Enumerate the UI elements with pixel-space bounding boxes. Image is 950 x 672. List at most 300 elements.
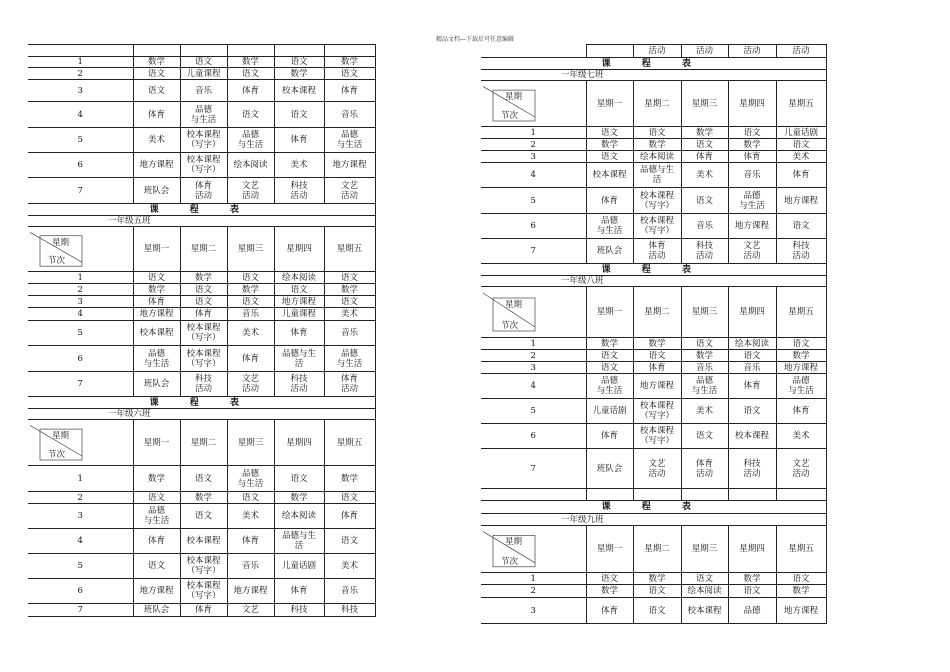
weekday-header-row	[28, 420, 375, 466]
schedule-cell: 品德 与生活	[324, 346, 375, 372]
period-row	[481, 214, 826, 239]
schedule-cell: 美术	[227, 321, 274, 346]
schedule-cell: 儿童话剧	[776, 127, 826, 139]
timetable-title	[481, 58, 826, 70]
schedule-cell: 儿童课程	[180, 68, 227, 80]
schedule-cell: 科技 活动	[180, 372, 227, 397]
period-row	[481, 139, 826, 151]
schedule-cell: 活动	[681, 45, 728, 58]
period-number: 6	[28, 579, 133, 604]
weekday-header: 星期一	[133, 420, 180, 466]
period-row	[28, 80, 375, 102]
corner-week-label: 星期	[52, 237, 70, 248]
period-number: 7	[481, 449, 586, 489]
weekday-header: 星期二	[180, 227, 227, 272]
schedule-cell: 语文	[227, 272, 274, 284]
period-row	[28, 504, 375, 529]
weekday-header: 星期四	[728, 287, 776, 338]
period-number: 2	[481, 350, 586, 362]
schedule-cell: 校本课程 （写字）	[180, 346, 227, 372]
schedule-cell: 数学	[274, 68, 324, 80]
schedule-cell: 语文	[180, 296, 227, 308]
period-row	[28, 296, 375, 308]
schedule-cell: 音乐	[681, 362, 728, 374]
period-row	[481, 163, 826, 188]
class-name: 一年级八班	[481, 276, 826, 287]
blank-cell	[586, 489, 633, 501]
schedule-cell: 体育	[180, 604, 227, 617]
period-row	[481, 374, 826, 399]
class-name: 一年级五班	[28, 216, 375, 227]
schedule-cell: 品德 与生活	[133, 346, 180, 372]
period-number: 7	[28, 178, 133, 204]
schedule-cell: 音乐	[681, 214, 728, 239]
schedule-cell: 体育	[133, 529, 180, 554]
period-number: 7	[28, 372, 133, 397]
schedule-cell: 体育 活动	[324, 372, 375, 397]
schedule-cell: 品德 与生活	[681, 374, 728, 399]
schedule-cell: 数学	[776, 585, 826, 598]
period-row	[28, 554, 375, 579]
schedule-cell: 文艺 活动	[324, 178, 375, 204]
blank-cell	[133, 45, 180, 57]
period-row	[28, 128, 375, 153]
schedule-cell: 语文	[274, 466, 324, 492]
weekday-header: 星期三	[681, 526, 728, 573]
schedule-cell: 语文	[133, 80, 180, 102]
period-number: 2	[28, 68, 133, 80]
schedule-cell: 语文	[681, 188, 728, 214]
corner-week-label: 星期	[52, 431, 70, 442]
period-number: 3	[28, 296, 133, 308]
schedule-cell: 科技 活动	[274, 178, 324, 204]
period-number: 7	[28, 604, 133, 617]
schedule-cell: 语文	[728, 127, 776, 139]
schedule-cell: 数学	[633, 338, 681, 350]
schedule-cell: 儿童课程	[274, 308, 324, 321]
schedule-cell: 语文	[324, 492, 375, 504]
schedule-cell: 校本课程	[274, 80, 324, 102]
period-number: 4	[28, 308, 133, 321]
period-number: 1	[28, 272, 133, 284]
period-number: 2	[28, 492, 133, 504]
weekday-header: 星期一	[586, 287, 633, 338]
schedule-cell: 儿童话剧	[274, 554, 324, 579]
schedule-cell: 绘本阅读	[633, 151, 681, 163]
schedule-cell: 数学	[586, 338, 633, 350]
schedule-cell: 美术	[776, 424, 826, 449]
weekday-header-row	[28, 227, 375, 272]
schedule-cell: 数学	[180, 492, 227, 504]
schedule-cell: 绘本阅读	[274, 504, 324, 529]
period-row	[28, 178, 375, 204]
weekday-header-row	[481, 526, 826, 573]
schedule-cell: 科技 活动	[681, 239, 728, 264]
schedule-cell: 班队会	[133, 178, 180, 204]
schedule-cell: 校本课程 （写字）	[633, 399, 681, 424]
schedule-cell: 科技 活动	[728, 449, 776, 489]
schedule-cell: 美术	[681, 399, 728, 424]
schedule-cell: 美术	[227, 504, 274, 529]
schedule-cell: 语文	[227, 492, 274, 504]
schedule-cell: 体育	[227, 529, 274, 554]
schedule-cell: 数学	[633, 139, 681, 151]
schedule-cell: 品德 与生活	[227, 466, 274, 492]
schedule-cell: 校本课程	[586, 163, 633, 188]
schedule-cell: 语文	[586, 573, 633, 585]
period-row	[481, 399, 826, 424]
schedule-cell: 数学	[133, 284, 180, 296]
period-number: 2	[481, 585, 586, 598]
schedule-cell: 活动	[633, 45, 681, 58]
schedule-cell: 美术	[324, 554, 375, 579]
schedule-cell: 语文	[776, 573, 826, 585]
period-row	[28, 604, 375, 617]
period-row	[481, 449, 826, 489]
timetable-title-text: 课 程 表	[601, 502, 705, 512]
schedule-cell: 校本课程 （写字）	[633, 188, 681, 214]
blank-cell	[481, 45, 586, 58]
schedule-cell: 语文	[133, 492, 180, 504]
schedule-cell: 数学	[728, 139, 776, 151]
weekday-header: 星期三	[681, 81, 728, 127]
weekday-header: 星期一	[133, 227, 180, 272]
period-number: 5	[28, 321, 133, 346]
schedule-cell: 文艺 活动	[227, 178, 274, 204]
schedule-cell: 数学	[586, 585, 633, 598]
schedule-cell: 校本课程	[681, 598, 728, 624]
period-number: 3	[481, 598, 586, 624]
schedule-cell: 校本课程 （写字）	[180, 579, 227, 604]
weekday-header: 星期五	[776, 526, 826, 573]
weekday-header: 星期五	[324, 420, 375, 466]
period-row	[481, 188, 826, 214]
schedule-cell: 儿童话剧	[586, 399, 633, 424]
schedule-cell: 语文	[681, 424, 728, 449]
period-number: 3	[28, 80, 133, 102]
blank-cell	[728, 489, 776, 501]
timetable-title-text: 课 程 表	[149, 204, 253, 215]
schedule-cell: 语文	[180, 284, 227, 296]
weekday-header-row	[481, 81, 826, 127]
schedule-cell: 美术	[274, 153, 324, 178]
schedule-cell: 数学	[133, 57, 180, 68]
period-row	[481, 151, 826, 163]
schedule-cell: 绘本阅读	[274, 272, 324, 284]
blank-cell	[180, 45, 227, 57]
schedule-cell: 数学	[728, 573, 776, 585]
schedule-cell: 文艺 活动	[728, 239, 776, 264]
period-row	[481, 239, 826, 264]
schedule-cell: 品德 与生活	[728, 188, 776, 214]
blank-cell	[586, 45, 633, 58]
period-row	[28, 284, 375, 296]
schedule-cell: 体育	[274, 579, 324, 604]
schedule-cell: 班队会	[133, 604, 180, 617]
schedule-cell: 语文	[227, 68, 274, 80]
right-page-column	[481, 44, 826, 624]
period-number: 1	[28, 57, 133, 68]
period-number: 2	[481, 139, 586, 151]
period-number: 1	[481, 573, 586, 585]
schedule-cell: 语文	[133, 68, 180, 80]
period-row	[28, 466, 375, 492]
schedule-cell: 地方课程	[633, 374, 681, 399]
weekday-header: 星期二	[633, 526, 681, 573]
weekday-header: 星期五	[776, 287, 826, 338]
schedule-cell: 数学	[586, 139, 633, 151]
period-row	[28, 68, 375, 80]
weekday-header: 星期四	[274, 420, 324, 466]
continued-row	[481, 45, 826, 58]
blank-cell	[681, 489, 728, 501]
period-row	[28, 57, 375, 68]
schedule-cell: 校本课程	[133, 321, 180, 346]
corner-header-cell	[481, 287, 586, 338]
schedule-cell: 体育	[776, 399, 826, 424]
schedule-cell: 语文	[633, 127, 681, 139]
schedule-cell: 校本课程 （写字）	[633, 424, 681, 449]
weekday-header: 星期一	[586, 81, 633, 127]
weekday-header: 星期五	[324, 227, 375, 272]
timetable-title-row	[28, 204, 375, 216]
class-name: 一年级六班	[28, 409, 375, 420]
period-number: 1	[28, 466, 133, 492]
schedule-cell: 数学	[324, 466, 375, 492]
weekday-header: 星期三	[227, 420, 274, 466]
schedule-cell: 语文	[728, 350, 776, 362]
schedule-cell: 科技	[274, 604, 324, 617]
blank-cell	[227, 45, 274, 57]
period-number: 6	[28, 346, 133, 372]
schedule-cell: 数学	[776, 350, 826, 362]
schedule-cell: 校本课程	[728, 424, 776, 449]
period-number: 4	[28, 102, 133, 128]
class-name-row	[28, 216, 375, 227]
weekday-header: 星期二	[633, 287, 681, 338]
timetable-title-row	[481, 58, 826, 70]
blank-cell	[28, 45, 133, 57]
corner-header-cell	[481, 81, 586, 127]
period-number: 4	[28, 529, 133, 554]
corner-header-cell	[481, 526, 586, 573]
schedule-cell: 校本课程	[180, 529, 227, 554]
timetable-title-row	[481, 264, 826, 276]
period-number: 4	[481, 374, 586, 399]
corner-header-cell	[28, 420, 133, 466]
schedule-cell: 体育	[728, 151, 776, 163]
schedule-cell: 数学	[633, 573, 681, 585]
period-row	[28, 272, 375, 284]
period-row	[28, 102, 375, 128]
schedule-cell: 科技 活动	[274, 372, 324, 397]
schedule-cell: 语文	[586, 350, 633, 362]
timetable-title-text: 课 程 表	[149, 397, 253, 408]
period-row	[28, 529, 375, 554]
schedule-cell: 体育 活动	[180, 178, 227, 204]
schedule-cell: 体育	[324, 504, 375, 529]
blank-cell	[324, 45, 375, 57]
schedule-cell: 美术	[776, 151, 826, 163]
schedule-cell: 体育	[274, 128, 324, 153]
schedule-cell: 地方课程	[728, 214, 776, 239]
corner-week-label: 星期	[505, 300, 523, 310]
schedule-cell: 体育 活动	[633, 239, 681, 264]
period-row	[481, 350, 826, 362]
blank-cell	[776, 489, 826, 501]
corner-period-label: 节次	[48, 450, 66, 460]
schedule-cell: 语文	[776, 338, 826, 350]
left-page-column	[28, 44, 375, 617]
schedule-cell: 绘本阅读	[227, 153, 274, 178]
weekday-header: 星期二	[633, 81, 681, 127]
schedule-cell: 地方课程	[274, 296, 324, 308]
period-number: 3	[481, 362, 586, 374]
timetable-title-text: 课 程 表	[601, 264, 705, 275]
timetable-title-row	[481, 501, 826, 514]
period-row	[28, 308, 375, 321]
schedule-cell: 音乐	[180, 80, 227, 102]
class-name-row	[481, 276, 826, 287]
schedule-cell: 美术	[133, 128, 180, 153]
schedule-cell: 地方课程	[324, 153, 375, 178]
schedule-cell: 语文	[274, 57, 324, 68]
blank-cell	[633, 489, 681, 501]
schedule-cell: 语文	[227, 296, 274, 308]
corner-period-label: 节次	[501, 321, 519, 331]
blank-cell	[481, 489, 586, 501]
schedule-cell: 语文	[633, 585, 681, 598]
schedule-cell: 体育	[728, 374, 776, 399]
schedule-cell: 语文	[586, 127, 633, 139]
schedule-cell: 音乐	[324, 321, 375, 346]
schedule-cell: 语文	[180, 57, 227, 68]
corner-header-cell	[28, 227, 133, 272]
schedule-cell: 数学	[681, 127, 728, 139]
weekday-header: 星期三	[227, 227, 274, 272]
period-number: 5	[28, 128, 133, 153]
period-number: 1	[481, 127, 586, 139]
period-row	[481, 424, 826, 449]
schedule-cell: 语文	[324, 272, 375, 284]
class-name: 一年级九班	[481, 514, 826, 526]
schedule-cell: 品德 与生活	[324, 128, 375, 153]
schedule-cell: 文艺	[227, 604, 274, 617]
timetable-title-text: 课 程 表	[601, 58, 705, 69]
schedule-cell: 数学	[227, 57, 274, 68]
schedule-cell: 校本课程 （写字）	[180, 554, 227, 579]
schedule-cell: 品德 与生活	[586, 374, 633, 399]
schedule-cell: 体育	[681, 151, 728, 163]
schedule-cell: 音乐	[324, 579, 375, 604]
period-number: 3	[28, 504, 133, 529]
weekday-header: 星期三	[681, 287, 728, 338]
schedule-cell: 科技	[324, 604, 375, 617]
schedule-cell: 美术	[324, 308, 375, 321]
schedule-cell: 体育	[776, 163, 826, 188]
schedule-cell: 数学	[324, 284, 375, 296]
schedule-cell: 美术	[681, 163, 728, 188]
schedule-cell: 绘本阅读	[681, 585, 728, 598]
schedule-cell: 品德 与生活	[133, 504, 180, 529]
schedule-cell: 语文	[728, 585, 776, 598]
period-number: 5	[28, 554, 133, 579]
schedule-cell: 体育	[180, 308, 227, 321]
schedule-cell: 品德	[728, 598, 776, 624]
timetable-title	[481, 264, 826, 276]
timetable-title	[28, 204, 375, 216]
schedule-cell: 班队会	[586, 239, 633, 264]
schedule-cell: 文艺 活动	[227, 372, 274, 397]
schedule-cell: 体育	[133, 102, 180, 128]
schedule-cell: 地方课程	[133, 153, 180, 178]
schedule-cell: 语文	[227, 102, 274, 128]
schedule-cell: 地方课程	[133, 579, 180, 604]
timetable-title	[28, 397, 375, 409]
schedule-cell: 数学	[227, 284, 274, 296]
schedule-cell: 校本课程 （写字）	[180, 153, 227, 178]
schedule-cell: 音乐	[728, 163, 776, 188]
corner-period-label: 节次	[501, 111, 519, 121]
weekday-header: 星期四	[728, 526, 776, 573]
schedule-cell: 语文	[274, 284, 324, 296]
corner-week-label: 星期	[505, 92, 523, 103]
schedule-cell: 品德与生 活	[274, 529, 324, 554]
schedule-cell: 体育	[633, 362, 681, 374]
corner-week-label: 星期	[505, 537, 523, 548]
schedule-cell: 语文	[681, 573, 728, 585]
schedule-cell: 语文	[180, 466, 227, 492]
weekday-header: 星期二	[180, 420, 227, 466]
schedule-cell: 体育	[227, 80, 274, 102]
period-row	[481, 338, 826, 350]
schedule-cell: 品德与生 活	[274, 346, 324, 372]
schedule-cell: 数学	[274, 492, 324, 504]
period-number: 4	[481, 163, 586, 188]
schedule-cell: 科技 活动	[776, 239, 826, 264]
schedule-cell: 音乐	[227, 308, 274, 321]
schedule-cell: 语文	[728, 399, 776, 424]
schedule-cell: 音乐	[728, 362, 776, 374]
schedule-cell: 校本课程 （写字）	[633, 214, 681, 239]
schedule-cell: 品德 与生活	[776, 374, 826, 399]
schedule-cell: 班队会	[586, 449, 633, 489]
schedule-cell: 语文	[133, 272, 180, 284]
schedule-cell: 体育	[586, 188, 633, 214]
schedule-cell: 语文	[586, 362, 633, 374]
period-number: 5	[481, 188, 586, 214]
corner-period-label: 节次	[48, 256, 66, 267]
schedule-cell: 音乐	[227, 554, 274, 579]
schedule-cell: 绘本阅读	[728, 338, 776, 350]
schedule-cell: 体育 活动	[681, 449, 728, 489]
period-number: 5	[481, 399, 586, 424]
schedule-cell: 体育	[586, 598, 633, 624]
period-row	[28, 153, 375, 178]
period-number: 6	[481, 214, 586, 239]
schedule-cell: 校本课程 （写字）	[180, 321, 227, 346]
schedule-cell: 语文	[586, 151, 633, 163]
schedule-cell: 文艺 活动	[633, 449, 681, 489]
class-name-row	[28, 409, 375, 420]
schedule-cell: 校本课程 （写字）	[180, 128, 227, 153]
schedule-cell: 语文	[776, 214, 826, 239]
schedule-cell: 语文	[274, 102, 324, 128]
class-name: 一年级七班	[481, 70, 826, 81]
schedule-cell: 体育	[274, 321, 324, 346]
schedule-cell: 品德 与生活	[180, 102, 227, 128]
blank-cell	[274, 45, 324, 57]
